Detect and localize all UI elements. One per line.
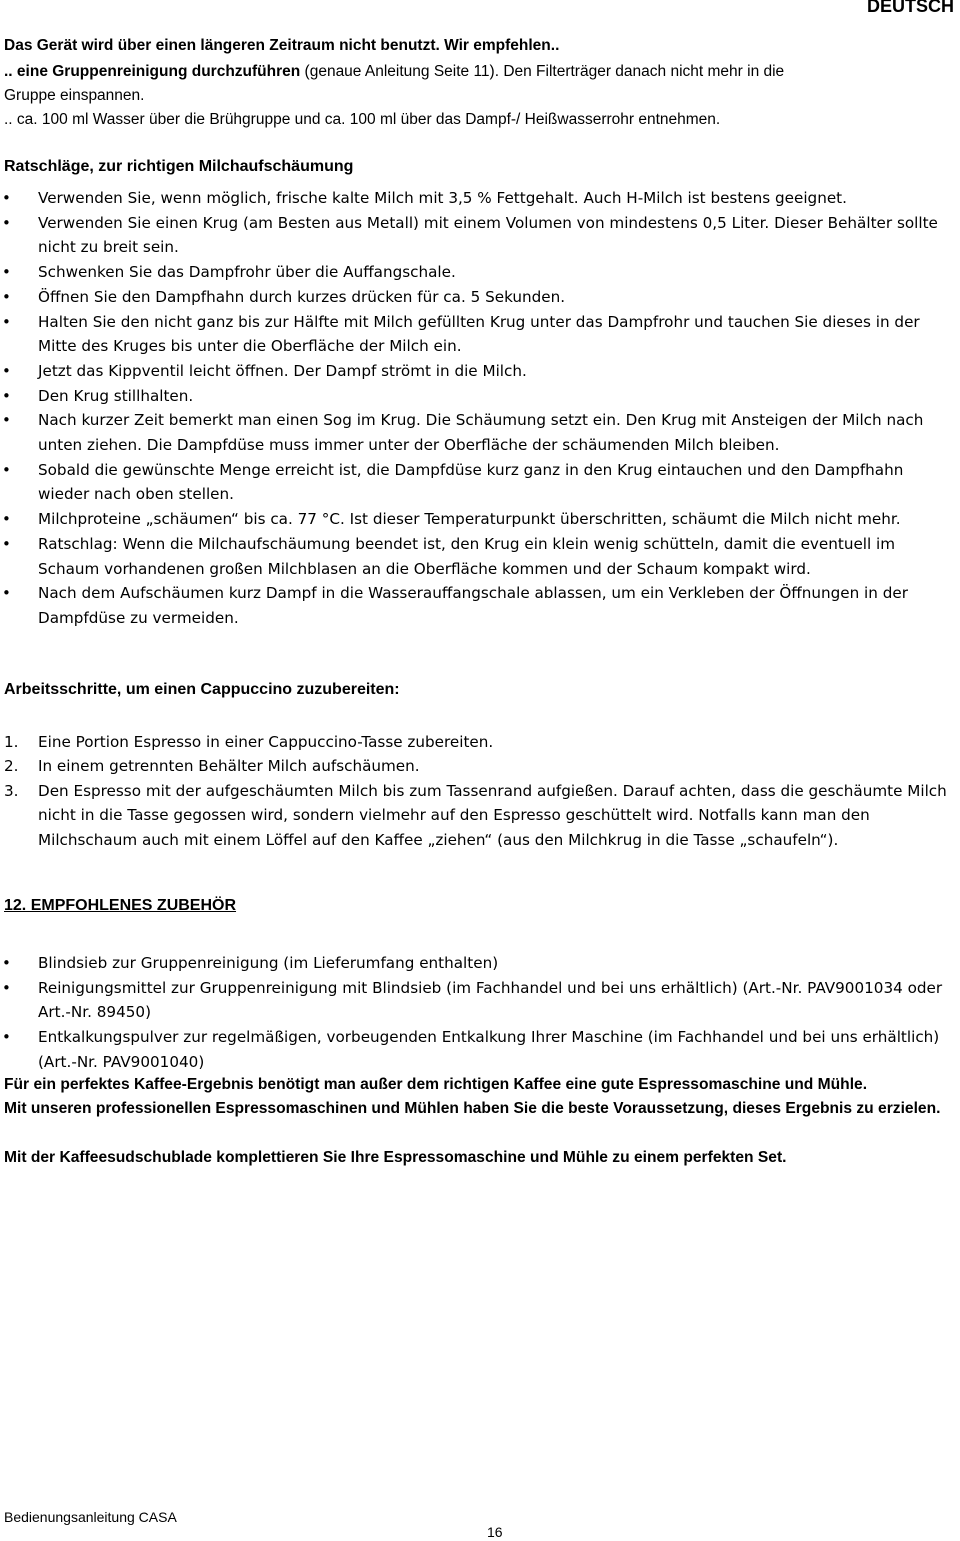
accessory-item: • Reinigungsmittel zur Gruppenreinigung mit Blindsieb (im Fachhandel und bei uns erhältlich) (Art.-Nr. PAV9001034 oder Art.-Nr. 89450): [0, 976, 958, 1025]
step-number: 1.: [4, 733, 19, 751]
cappuccino-heading: Arbeitsschritte, um einen Cappuccino zuzubereiten:: [4, 681, 400, 698]
milk-tip-item: • Ratschlag: Wenn die Milchaufschäumung beendet ist, den Krug ein klein wenig schütteln, damit die eventuell im Schaum vorhandenen großen Milchblasen an die Oberfläche kommen und der Schaum kompakt wird.: [0, 532, 958, 581]
step-number: 2.: [4, 757, 19, 776]
intro-line-1: Das Gerät wird über einen längeren Zeitraum nicht benutzt. Wir empfehlen..: [4, 37, 560, 54]
cappuccino-step: [0, 754, 958, 778]
milk-tip-item: • Nach dem Aufschäumen kurz Dampf in die Wasserauffangschale ablassen, um ein Verkleben der Öffnungen in der Dampfdüse zu vermeiden.: [0, 581, 958, 630]
accessories-list: [0, 951, 958, 1075]
intro-line-2-rest: (genaue Anleitung Seite 11). Den Filterträger danach nicht mehr in die: [300, 63, 785, 80]
milk-heading: Ratschläge, zur richtigen Milchaufschäumung: [4, 158, 354, 175]
milk-tip-item: • Nach kurzer Zeit bemerkt man einen Sog im Krug. Die Schäumung setzt ein. Den Krug mit Ansteigen der Milch nach unten ziehen. Die Dampfdüse muss immer unter der Oberfläche der schäumenden Milch bleiben.: [0, 408, 958, 457]
accessory-item: • Blindsieb zur Gruppenreinigung (im Lieferumfang enthalten): [0, 951, 958, 976]
closing-paragraph-2: Mit unseren professionellen Espressomaschinen und Mühlen haben Sie die beste Voraussetzung, dieses Ergebnis zu erzielen.: [4, 1100, 941, 1117]
accessories-heading: 12. EMPFOHLENES ZUBEHÖR: [4, 897, 237, 914]
page-number: 16: [487, 1524, 503, 1540]
milk-tip-item: • Halten Sie den nicht ganz bis zur Hälfte mit Milch gefüllten Krug unter das Dampfrohr und tauchen Sie dieses in der Mitte des Kruges bis unter die Oberfläche der Milch ein.: [0, 310, 958, 359]
step-text: In einem getrennten Behälter Milch aufschäumen.: [38, 757, 420, 776]
cappuccino-step: [0, 779, 958, 852]
cappuccino-steps-list: [0, 730, 958, 852]
intro-line-2: [4, 60, 784, 84]
intro-line-3: Gruppe einspannen.: [4, 87, 145, 104]
closing-paragraph-1: Für ein perfektes Kaffee-Ergebnis benötigt man außer dem richtigen Kaffee eine gute Espressomaschine und Mühle.: [4, 1076, 868, 1093]
intro-line-4: .. ca. 100 ml Wasser über die Brühgruppe und ca. 100 ml über das Dampf-/ Heißwasserrohr entnehmen.: [4, 111, 721, 128]
milk-tips-list: [0, 186, 958, 631]
footer-manual-title: Bedienungsanleitung CASA: [4, 1509, 177, 1525]
accessory-item: • Entkalkungspulver zur regelmäßigen, vorbeugenden Entkalkung Ihrer Maschine (im Fachhandel und bei uns erhältlich) (Art.-Nr. PAV9001040): [0, 1025, 958, 1074]
closing-paragraph-3: Mit der Kaffeesudschublade komplettieren Sie Ihre Espressomaschine und Mühle zu einem perfekten Set.: [4, 1149, 787, 1166]
milk-tip-item: • Schwenken Sie das Dampfrohr über die Auffangschale.: [0, 260, 958, 285]
milk-tip-item: • Verwenden Sie, wenn möglich, frische kalte Milch mit 3,5 % Fettgehalt. Auch H-Milch ist bestens geeignet.: [0, 186, 958, 211]
language-label: DEUTSCH: [866, 0, 954, 16]
step-text: Eine Portion Espresso in einer Cappuccino-Tasse zubereiten.: [38, 733, 494, 751]
milk-tip-item: • Den Krug stillhalten.: [0, 384, 958, 409]
step-text: Den Espresso mit der aufgeschäumten Milch bis zum Tassenrand aufgießen. Darauf achten, dass die geschäumte Milch nicht in die Tasse gegossen wird, sondern vielmehr auf den Espresso geschüttelt wird. Notfalls kann man den Milchschaum auch mit einem Löffel auf den Kaffee „ziehen“ (aus den Milchkrug in die Tasse „schaufeln“).: [38, 781, 947, 849]
milk-tip-item: • Sobald die gewünschte Menge erreicht ist, die Dampfdüse kurz ganz in den Krug eintauchen und den Dampfhahn wieder nach oben stellen.: [0, 458, 958, 507]
intro-line-2-bold: .. eine Gruppenreinigung durchzuführen: [4, 63, 301, 80]
cappuccino-step: [0, 730, 958, 754]
milk-tip-item: • Milchproteine „schäumen“ bis ca. 77 °C. Ist dieser Temperaturpunkt überschritten, schäumt die Milch nicht mehr.: [0, 507, 958, 532]
milk-tip-item: • Jetzt das Kippventil leicht öffnen. Der Dampf strömt in die Milch.: [0, 359, 958, 384]
milk-tip-item: • Öffnen Sie den Dampfhahn durch kurzes drücken für ca. 5 Sekunden.: [0, 285, 958, 310]
milk-tip-item: • Verwenden Sie einen Krug (am Besten aus Metall) mit einem Volumen von mindestens 0,5 Liter. Dieser Behälter sollte nicht zu breit sein.: [0, 211, 958, 260]
step-number: 3.: [4, 781, 19, 800]
